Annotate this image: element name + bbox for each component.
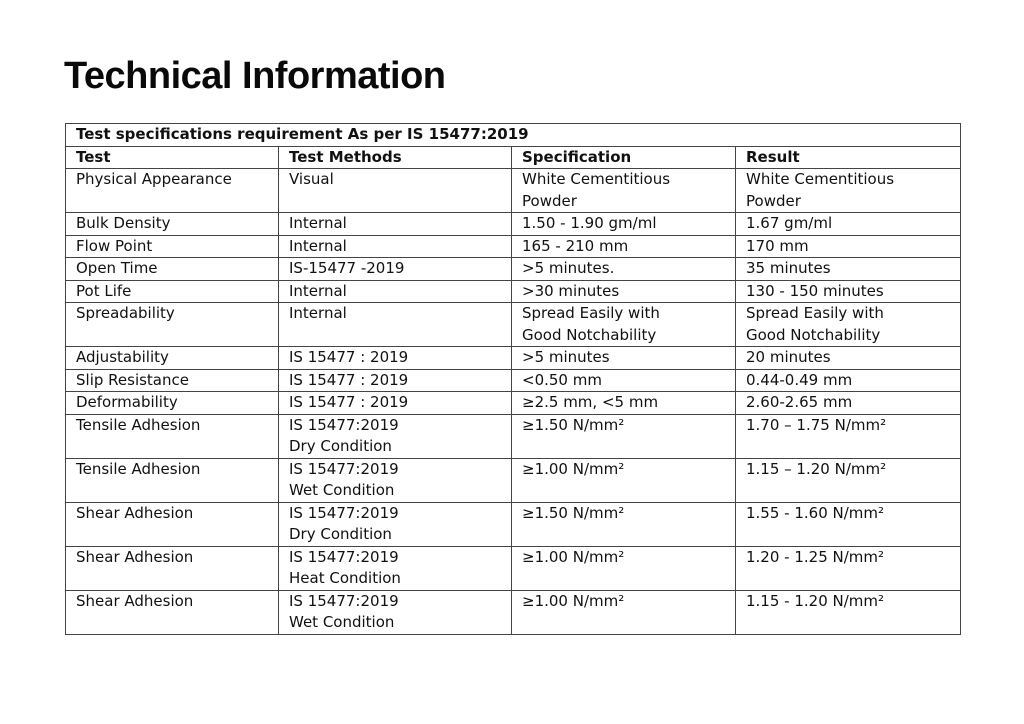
cell-test-method-line: IS 15477:2019 <box>289 591 399 610</box>
table-row <box>66 280 961 303</box>
cell-test-method-line: Visual <box>289 170 334 188</box>
cell-test-method-line: Dry Condition <box>289 525 392 543</box>
cell-test-method <box>279 303 512 347</box>
header-result: Result <box>736 146 961 169</box>
cell-test-method <box>279 369 512 392</box>
cell-test-method-line: Heat Condition <box>289 569 401 587</box>
cell-result-line: 0.44-0.49 mm <box>746 370 853 389</box>
table-row <box>66 213 961 236</box>
cell-result-line: Spread Easily with <box>746 304 884 322</box>
cell-result <box>736 369 961 392</box>
cell-specification-line: Powder <box>522 191 577 210</box>
cell-test-method <box>279 502 512 546</box>
table-row <box>66 458 961 502</box>
cell-test-method <box>279 414 512 458</box>
page-title: Technical Information <box>64 55 446 97</box>
cell-specification <box>512 169 736 213</box>
cell-test-method-line: Internal <box>289 281 347 300</box>
cell-test-method-line: IS-15477 -2019 <box>289 259 405 277</box>
cell-result <box>736 502 961 546</box>
cell-test: Bulk Density <box>66 213 279 236</box>
cell-result <box>736 414 961 458</box>
cell-result <box>736 280 961 303</box>
cell-result <box>736 347 961 370</box>
cell-test-method-line: Wet Condition <box>289 613 395 631</box>
cell-result-line: 1.20 - 1.25 N/mm² <box>746 547 885 566</box>
cell-specification-line: White Cementitious <box>522 170 671 188</box>
table-row <box>66 235 961 258</box>
cell-specification <box>512 235 736 258</box>
cell-specification-line: ≥1.00 N/mm² <box>522 591 625 610</box>
spec-table <box>65 123 961 635</box>
cell-specification-line: >30 minutes <box>522 281 620 300</box>
cell-result-line: Good Notchability <box>746 325 881 344</box>
cell-test: Deformability <box>66 392 279 415</box>
table-row <box>66 347 961 370</box>
cell-specification <box>512 280 736 303</box>
table-row <box>66 546 961 590</box>
cell-result-line: 1.70 – 1.75 N/mm² <box>746 415 887 434</box>
table-caption: Test specifications requirement As per IS 15477:2019 <box>66 124 961 147</box>
header-test: Test <box>66 146 279 169</box>
cell-specification <box>512 213 736 236</box>
cell-test-method <box>279 169 512 213</box>
cell-test-method-line: Wet Condition <box>289 481 395 499</box>
cell-specification-line: <0.50 mm <box>522 370 602 389</box>
cell-test: Shear Adhesion <box>66 502 279 546</box>
cell-specification-line: >5 minutes <box>522 348 610 366</box>
cell-result <box>736 169 961 213</box>
cell-specification <box>512 414 736 458</box>
cell-result-line: 1.55 - 1.60 N/mm² <box>746 503 885 522</box>
cell-test-method <box>279 235 512 258</box>
cell-test: Adjustability <box>66 347 279 370</box>
cell-specification-line: ≥1.00 N/mm² <box>522 459 625 478</box>
table-row <box>66 258 961 281</box>
cell-result-line: 35 minutes <box>746 259 831 277</box>
cell-result-line: Powder <box>746 191 801 210</box>
cell-result-line: 20 minutes <box>746 348 831 366</box>
cell-test-method-line: IS 15477:2019 <box>289 415 399 434</box>
cell-test: Shear Adhesion <box>66 546 279 590</box>
cell-test-method <box>279 347 512 370</box>
cell-specification-line: Spread Easily with <box>522 304 660 322</box>
cell-test-method-line: Dry Condition <box>289 437 392 455</box>
cell-test-method-line: IS 15477 : 2019 <box>289 393 409 411</box>
table-row <box>66 303 961 347</box>
cell-specification <box>512 258 736 281</box>
table-row <box>66 590 961 634</box>
cell-specification <box>512 369 736 392</box>
cell-test: Tensile Adhesion <box>66 458 279 502</box>
table-header-row <box>66 146 961 169</box>
table-row <box>66 369 961 392</box>
cell-result <box>736 303 961 347</box>
cell-specification-line: ≥1.50 N/mm² <box>522 415 625 434</box>
cell-specification-line: Good Notchability <box>522 325 657 344</box>
cell-test: Tensile Adhesion <box>66 414 279 458</box>
cell-specification-line: 165 - 210 mm <box>522 236 629 255</box>
cell-test: Pot Life <box>66 280 279 303</box>
cell-test-method-line: IS 15477 : 2019 <box>289 370 409 389</box>
cell-test: Physical Appearance <box>66 169 279 213</box>
cell-result-line: 1.67 gm/ml <box>746 214 833 232</box>
table-row <box>66 392 961 415</box>
table-body <box>66 169 961 635</box>
cell-test: Flow Point <box>66 235 279 258</box>
cell-specification-line: 1.50 - 1.90 gm/ml <box>522 214 657 232</box>
cell-result <box>736 392 961 415</box>
cell-test-method-line: Internal <box>289 214 347 232</box>
cell-result-line: 2.60-2.65 mm <box>746 393 853 411</box>
cell-test-method <box>279 213 512 236</box>
cell-specification-line: ≥1.50 N/mm² <box>522 503 625 522</box>
cell-specification <box>512 458 736 502</box>
cell-test-method-line: IS 15477:2019 <box>289 503 399 522</box>
cell-test-method-line: Internal <box>289 236 347 255</box>
cell-specification <box>512 392 736 415</box>
cell-test-method-line: IS 15477:2019 <box>289 547 399 566</box>
cell-specification <box>512 347 736 370</box>
cell-test: Open Time <box>66 258 279 281</box>
cell-specification-line: ≥2.5 mm, <5 mm <box>522 393 659 411</box>
cell-result-line: 1.15 - 1.20 N/mm² <box>746 591 885 610</box>
cell-specification <box>512 590 736 634</box>
cell-test: Slip Resistance <box>66 369 279 392</box>
cell-result-line: 170 mm <box>746 236 809 255</box>
cell-test: Shear Adhesion <box>66 590 279 634</box>
table-caption-row <box>66 124 961 147</box>
cell-specification <box>512 546 736 590</box>
cell-result <box>736 458 961 502</box>
cell-test-method <box>279 258 512 281</box>
cell-result <box>736 258 961 281</box>
cell-result <box>736 213 961 236</box>
cell-specification <box>512 303 736 347</box>
cell-test-method <box>279 392 512 415</box>
header-specification: Specification <box>512 146 736 169</box>
cell-specification-line: ≥1.00 N/mm² <box>522 547 625 566</box>
cell-result <box>736 235 961 258</box>
cell-test-method <box>279 590 512 634</box>
cell-result-line: 130 - 150 minutes <box>746 281 884 300</box>
cell-test: Spreadability <box>66 303 279 347</box>
cell-test-method <box>279 458 512 502</box>
table-row <box>66 502 961 546</box>
header-test-methods: Test Methods <box>279 146 512 169</box>
cell-test-method-line: IS 15477:2019 <box>289 459 399 478</box>
table-row <box>66 414 961 458</box>
cell-result-line: 1.15 – 1.20 N/mm² <box>746 459 887 478</box>
cell-test-method <box>279 546 512 590</box>
cell-result <box>736 546 961 590</box>
cell-test-method-line: Internal <box>289 304 347 322</box>
cell-specification-line: >5 minutes. <box>522 259 615 277</box>
cell-result-line: White Cementitious <box>746 170 895 188</box>
cell-specification <box>512 502 736 546</box>
table-row <box>66 169 961 213</box>
cell-test-method-line: IS 15477 : 2019 <box>289 348 409 366</box>
cell-result <box>736 590 961 634</box>
cell-test-method <box>279 280 512 303</box>
